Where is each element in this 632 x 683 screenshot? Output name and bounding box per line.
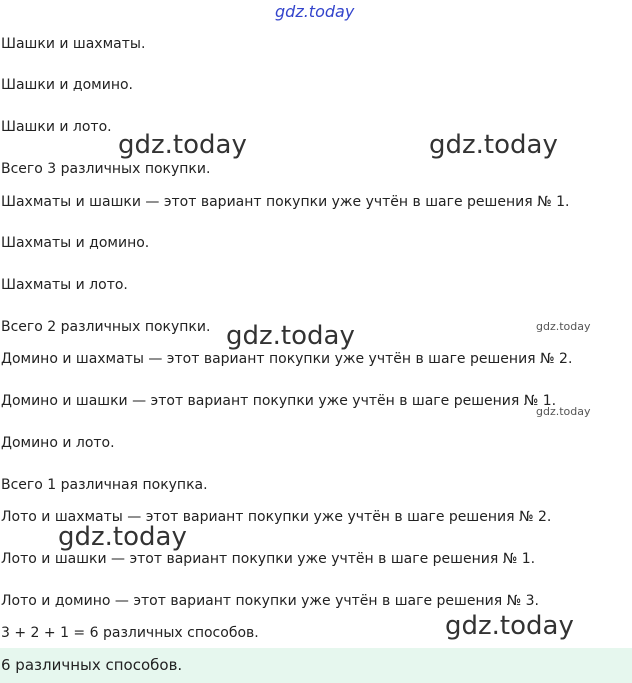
watermark-top: gdz.today [275, 2, 355, 21]
solution-line-15: Лото и домино — этот вариант покупки уже учтён в шаге решения № 3. [1, 593, 539, 609]
solution-line-4: Всего 3 различных покупки. [1, 161, 211, 177]
solution-line-13: Лото и шахматы — этот вариант покупки уже учтён в шаге решения № 2. [1, 509, 552, 525]
solution-line-2: Шашки и домино. [1, 77, 133, 93]
solution-line-12: Всего 1 различная покупка. [1, 477, 208, 493]
solution-line-3: Шашки и лото. [1, 119, 112, 135]
solution-line-10: Домино и шашки — этот вариант покупки уже учтён в шаге решения № 1. [1, 393, 557, 409]
solution-line-16: 3 + 2 + 1 = 6 различных способов. [1, 625, 259, 641]
watermark: gdz.today [58, 522, 187, 552]
watermark-small: gdz.today [536, 405, 591, 418]
watermark-small: gdz.today [536, 320, 591, 333]
watermark: gdz.today [226, 321, 355, 351]
answer-text: 6 различных способов. [1, 656, 183, 674]
watermark: gdz.today [429, 130, 558, 160]
solution-line-5: Шахматы и шашки — этот вариант покупки уже учтён в шаге решения № 1. [1, 194, 570, 210]
solution-line-9: Домино и шахматы — этот вариант покупки уже учтён в шаге решения № 2. [1, 351, 573, 367]
solution-line-14: Лото и шашки — этот вариант покупки уже учтён в шаге решения № 1. [1, 551, 536, 567]
solution-line-8: Всего 2 различных покупки. [1, 319, 211, 335]
solution-line-11: Домино и лото. [1, 435, 115, 451]
solution-line-7: Шахматы и лото. [1, 277, 128, 293]
watermark: gdz.today [118, 130, 247, 160]
solution-line-6: Шахматы и домино. [1, 235, 150, 251]
watermark: gdz.today [445, 611, 574, 641]
solution-line-1: Шашки и шахматы. [1, 36, 146, 52]
